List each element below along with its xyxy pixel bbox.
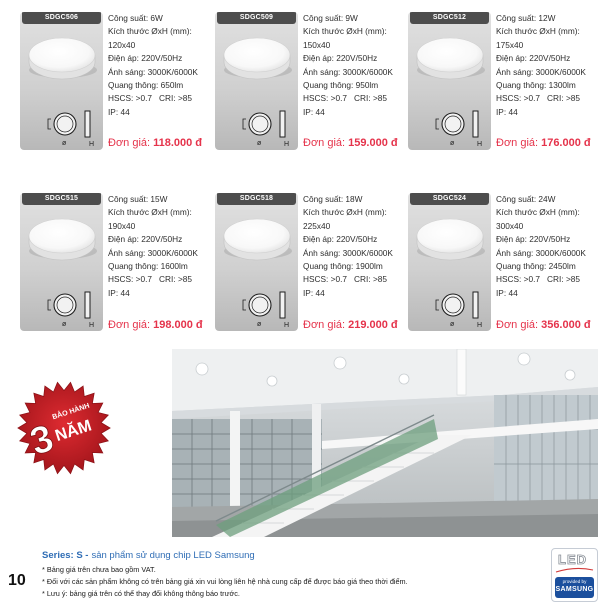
spec-quality-row: [108, 92, 198, 105]
spec-light: Ánh sáng: 3000K/6000K: [303, 247, 393, 258]
price-value: 118.000 đ: [153, 137, 203, 149]
product-code: SDGC524: [410, 193, 489, 205]
product-specs: [303, 12, 393, 119]
product-image-frame: [408, 193, 491, 331]
series-text: sản phẩm sử dụng chip LED Samsung: [91, 550, 255, 561]
spec-cri: CRI: >85: [354, 93, 388, 104]
spec-power: Công suất: 12W: [496, 13, 556, 23]
spec-voltage: Điện áp: 220V/50Hz: [303, 234, 378, 245]
diameter-symbol: ø: [257, 140, 262, 147]
led-panel-image: [408, 193, 491, 331]
led-panel-image: [20, 193, 103, 331]
led-panel-image: [20, 12, 103, 150]
price-label: Đơn giá:: [108, 319, 151, 331]
logo-mark-area: [552, 549, 597, 575]
samsung-led-logo: [551, 548, 598, 602]
page-number: 10: [8, 572, 26, 589]
footnote: * Lưu ý: bảng giá trên có thể thay đổi không thông báo trước.: [42, 589, 240, 598]
spec-cri: CRI: >85: [547, 274, 581, 285]
spec-lumen: Quang thông: 650lm: [108, 80, 184, 91]
product-code: SDGC509: [217, 12, 296, 24]
spec-quality-row: [303, 92, 393, 105]
warranty-years: 3: [25, 416, 59, 464]
price-label: Đơn giá:: [496, 137, 539, 149]
warranty-label: BẢO HÀNH: [50, 400, 91, 422]
spec-size: 225x40: [303, 220, 331, 231]
product-card: [20, 12, 210, 157]
product-card: [408, 193, 598, 338]
diameter-symbol: ø: [257, 321, 262, 328]
product-card: [215, 12, 405, 157]
diameter-symbol: ø: [450, 321, 455, 328]
glass-wall-right: [494, 395, 598, 507]
spec-size: 120x40: [108, 39, 136, 50]
spec-lumen: Quang thông: 1600lm: [108, 261, 188, 272]
spec-ip: IP: 44: [108, 106, 130, 117]
product-code: SDGC512: [410, 12, 489, 24]
product-price: [496, 136, 591, 150]
spec-ip: IP: 44: [303, 287, 325, 298]
spec-ip: IP: 44: [303, 106, 325, 117]
spec-hscs: HSCS: >0.7: [108, 274, 153, 285]
warranty-unit: NĂM: [52, 416, 94, 446]
spec-voltage: Điện áp: 220V/50Hz: [108, 234, 183, 245]
product-specs: [496, 193, 586, 300]
price-value: 219.000 đ: [348, 319, 398, 331]
spec-ip: IP: 44: [108, 287, 130, 298]
price-label: Đơn giá:: [496, 319, 539, 331]
product-image-frame: [20, 193, 103, 331]
diameter-symbol: ø: [450, 140, 455, 147]
spec-power: Công suất: 15W: [108, 194, 168, 204]
spec-light: Ánh sáng: 3000K/6000K: [108, 66, 198, 77]
spec-light: Ánh sáng: 3000K/6000K: [303, 66, 393, 77]
product-card: [408, 12, 598, 157]
spec-power: Công suất: 6W: [108, 13, 163, 23]
price-label: Đơn giá:: [108, 137, 151, 149]
series-prefix: Series: S -: [42, 550, 89, 561]
spec-lumen: Quang thông: 2450lm: [496, 261, 576, 272]
spec-quality-row: [303, 273, 393, 286]
spec-size: 150x40: [303, 39, 331, 50]
dimension-diagram: [48, 111, 94, 148]
spec-cri: CRI: >85: [547, 93, 581, 104]
spec-hscs: HSCS: >0.7: [108, 93, 153, 104]
spec-size: 190x40: [108, 220, 136, 231]
price-label: Đơn giá:: [303, 137, 346, 149]
spec-light: Ánh sáng: 3000K/6000K: [108, 247, 198, 258]
spec-size-label: Kích thước ØxH (mm):: [303, 26, 387, 37]
price-label: Đơn giá:: [303, 319, 346, 331]
product-code: SDGC518: [217, 193, 296, 205]
price-value: 356.000 đ: [541, 319, 591, 331]
spec-lumen: Quang thông: 950lm: [303, 80, 379, 91]
led-panel-image: [215, 193, 298, 331]
spec-size-label: Kích thước ØxH (mm):: [303, 207, 387, 218]
logo-brand: SAMSUNG: [555, 586, 594, 593]
footnotes: [42, 564, 408, 600]
height-symbol: H: [477, 141, 483, 148]
spec-light: Ánh sáng: 3000K/6000K: [496, 66, 586, 77]
spec-lumen: Quang thông: 1300lm: [496, 80, 576, 91]
height-symbol: H: [89, 141, 95, 148]
product-price: [303, 318, 398, 332]
height-symbol: H: [89, 322, 95, 329]
height-symbol: H: [284, 141, 290, 148]
warranty-badge: [16, 380, 112, 476]
product-card: [20, 193, 210, 338]
spec-quality-row: [496, 273, 586, 286]
product-specs: [108, 12, 198, 119]
product-specs: [303, 193, 393, 300]
spec-size: 175x40: [496, 39, 524, 50]
product-specs: [108, 193, 198, 300]
footnote: * Đối với các sản phẩm không có trên bảng giá xin vui lòng liên hệ nhà cung cấp để được báo giá theo thời điểm.: [42, 577, 408, 586]
spec-quality-row: [108, 273, 198, 286]
product-price: [496, 318, 591, 332]
dimension-diagram: [436, 292, 482, 329]
product-image-frame: [20, 12, 103, 150]
spec-light: Ánh sáng: 3000K/6000K: [496, 247, 586, 258]
product-price: [108, 136, 202, 150]
product-image-frame: [215, 12, 298, 150]
product-specs: [496, 12, 586, 119]
logo-brand-box: [555, 577, 594, 598]
spec-cri: CRI: >85: [354, 274, 388, 285]
swoosh-icon: [555, 566, 594, 574]
product-code: SDGC515: [22, 193, 101, 205]
spec-quality-row: [496, 92, 586, 105]
product-code: SDGC506: [22, 12, 101, 24]
dimension-diagram: [48, 292, 94, 329]
spec-ip: IP: 44: [496, 106, 518, 117]
footnote: * Bảng giá trên chưa bao gồm VAT.: [42, 565, 156, 574]
spec-ip: IP: 44: [496, 287, 518, 298]
height-symbol: H: [284, 322, 290, 329]
height-symbol: H: [477, 322, 483, 329]
dimension-diagram: [243, 111, 289, 148]
led-panel-image: [215, 12, 298, 150]
interior-photo: [172, 349, 598, 537]
spec-size-label: Kích thước ØxH (mm):: [108, 207, 192, 218]
diameter-symbol: ø: [62, 321, 67, 328]
diameter-symbol: ø: [62, 140, 67, 147]
price-value: 198.000 đ: [153, 319, 203, 331]
spec-hscs: HSCS: >0.7: [303, 274, 348, 285]
price-value: 176.000 đ: [541, 137, 591, 149]
spec-hscs: HSCS: >0.7: [496, 93, 541, 104]
spec-power: Công suất: 24W: [496, 194, 556, 204]
spec-cri: CRI: >85: [159, 93, 193, 104]
product-price: [108, 318, 203, 332]
product-image-frame: [408, 12, 491, 150]
spec-voltage: Điện áp: 220V/50Hz: [496, 53, 571, 64]
dimension-diagram: [436, 111, 482, 148]
product-image-frame: [215, 193, 298, 331]
spec-power: Công suất: 18W: [303, 194, 363, 204]
spec-voltage: Điện áp: 220V/50Hz: [303, 53, 378, 64]
logo-provided-by: provided by: [562, 579, 587, 584]
price-value: 159.000 đ: [348, 137, 398, 149]
led-mark: LED: [558, 552, 587, 567]
spec-hscs: HSCS: >0.7: [303, 93, 348, 104]
spec-size-label: Kích thước ØxH (mm):: [496, 26, 580, 37]
spec-lumen: Quang thông: 1900lm: [303, 261, 383, 272]
spec-size: 300x40: [496, 220, 524, 231]
spec-voltage: Điện áp: 220V/50Hz: [496, 234, 571, 245]
spec-size-label: Kích thước ØxH (mm):: [496, 207, 580, 218]
spec-voltage: Điện áp: 220V/50Hz: [108, 53, 183, 64]
led-panel-image: [408, 12, 491, 150]
spec-hscs: HSCS: >0.7: [496, 274, 541, 285]
dimension-diagram: [243, 292, 289, 329]
spec-size-label: Kích thước ØxH (mm):: [108, 26, 192, 37]
series-note: [42, 550, 255, 562]
product-price: [303, 136, 398, 150]
spec-cri: CRI: >85: [159, 274, 193, 285]
spec-power: Công suất: 9W: [303, 13, 358, 23]
product-card: [215, 193, 405, 338]
